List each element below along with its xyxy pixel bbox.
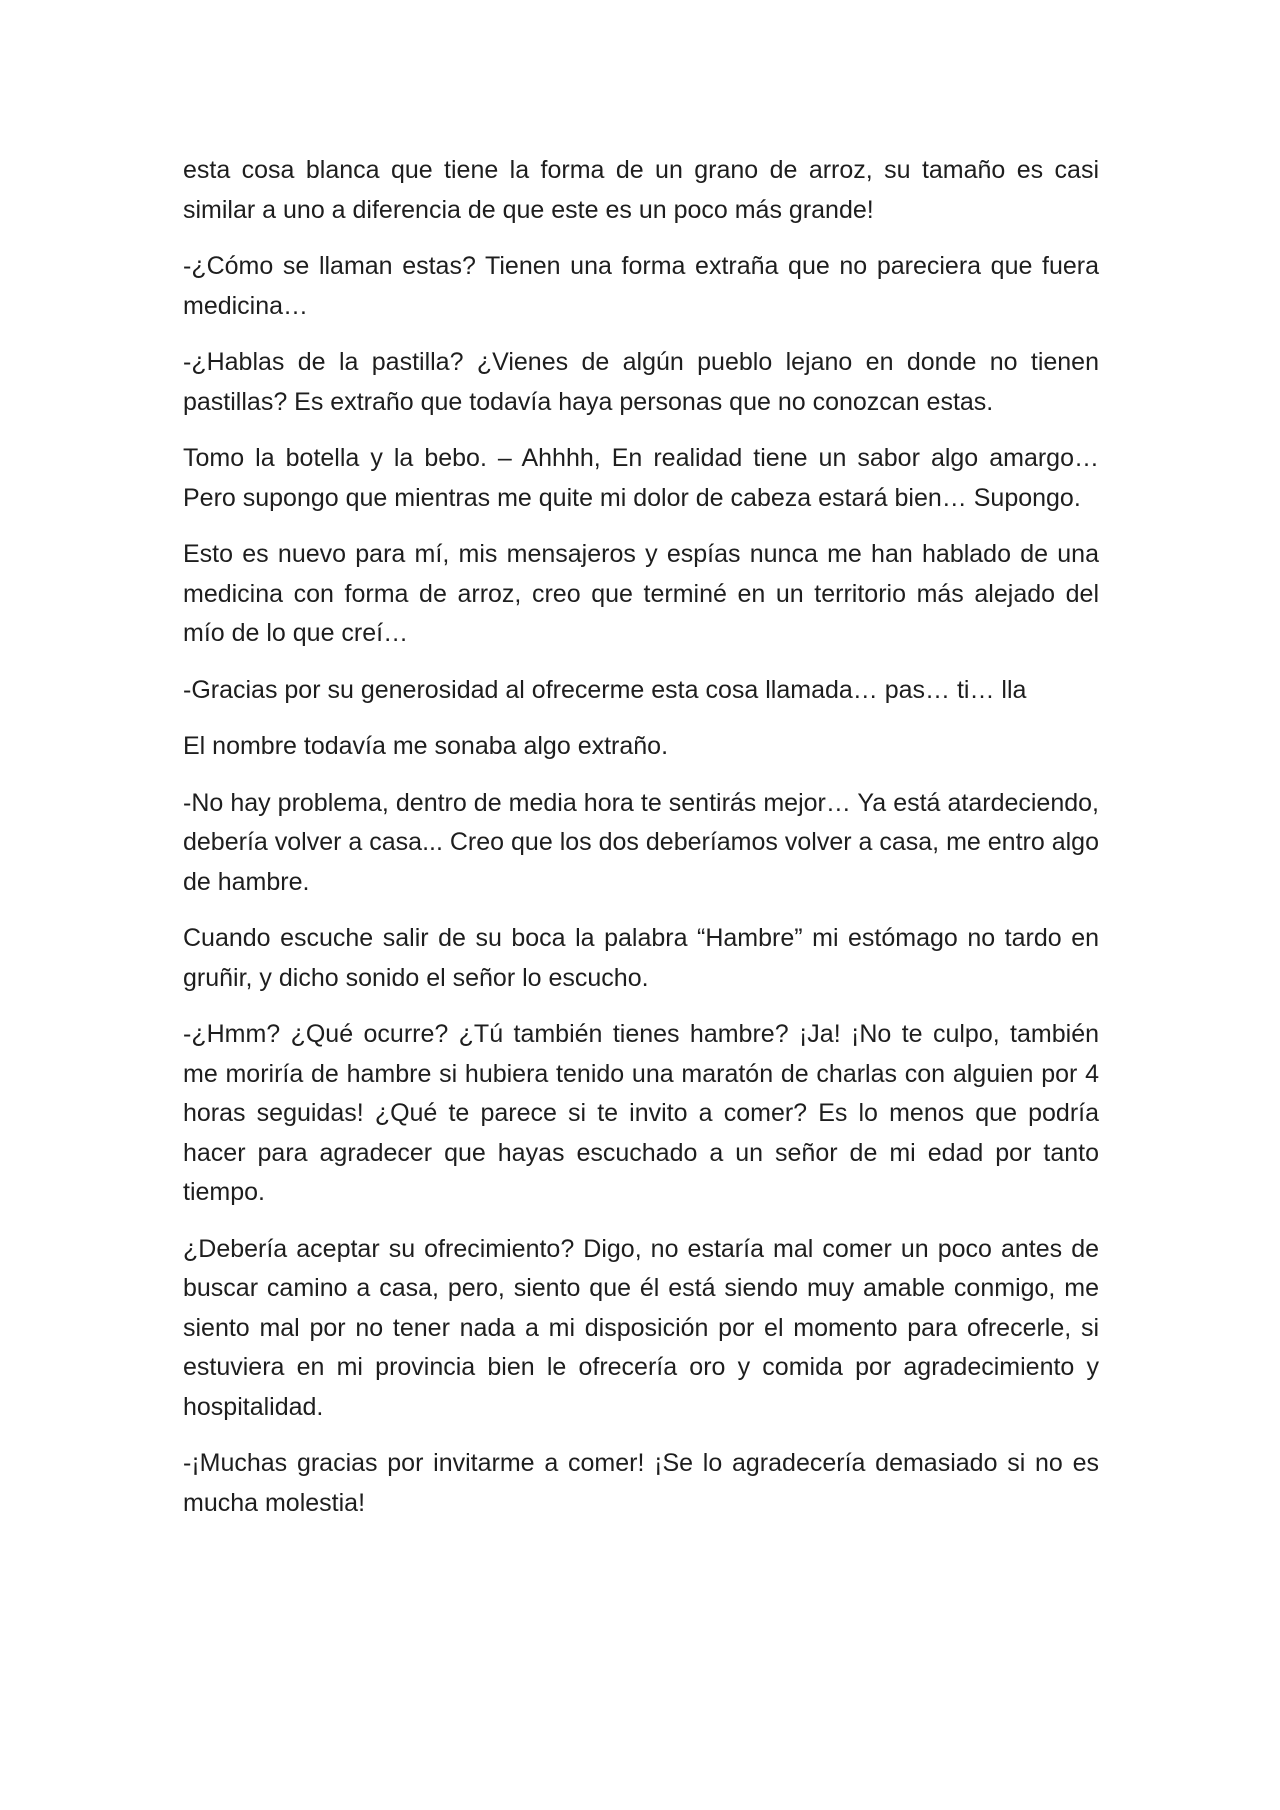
paragraph: Tomo la botella y la bebo. – Ahhhh, En realidad tiene un sabor algo amargo… Pero supongo que mientras me quite mi dolor de cabeza estará bien… Supongo. (183, 444, 1099, 512)
paragraph: -¿Cómo se llaman estas? Tienen una forma extraña que no pareciera que fuera medicina… (183, 252, 1099, 320)
paragraph: esta cosa blanca que tiene la forma de un grano de arroz, su tamaño es casi similar a uno a diferencia de que este es un poco más grande! (183, 156, 1099, 224)
paragraph: -Gracias por su generosidad al ofrecerme esta cosa llamada… pas… ti… lla (183, 675, 1027, 704)
paragraph: -¿Hablas de la pastilla? ¿Vienes de algún pueblo lejano en donde no tienen pastillas? Es extraño que todavía haya personas que no conozcan estas. (183, 348, 1099, 416)
paragraph: -No hay problema, dentro de media hora te sentirás mejor… Ya está atardeciendo, debería volver a casa... Creo que los dos deberíamos volver a casa, me entro algo de hambre. (183, 788, 1099, 896)
paragraph: Esto es nuevo para mí, mis mensajeros y espías nunca me han hablado de una medicina con forma de arroz, creo que terminé en un territorio más alejado del mío de lo que creí… (183, 540, 1099, 647)
paragraph: -¿Hmm? ¿Qué ocurre? ¿Tú también tienes hambre? ¡Ja! ¡No te culpo, también me moriría de hambre si hubiera tenido una maratón de charlas con alguien por 4 horas seguidas! ¿Qué te parece si te invito a comer? Es lo menos que podría hacer para agradecer que hayas escuchado a un señor de mi edad por tanto tiempo. (183, 1020, 1099, 1206)
paragraph: ¿Debería aceptar su ofrecimiento? Digo, no estaría mal comer un poco antes de buscar camino a casa, pero, siento que él está siendo muy amable conmigo, me siento mal por no tener nada a mi disposición por el momento para ofrecerle, si estuviera en mi provincia bien le ofrecería oro y comida por agradecimiento y hospitalidad. (183, 1234, 1099, 1421)
paragraph: El nombre todavía me sonaba algo extraño. (183, 732, 669, 760)
paragraph: -¡Muchas gracias por invitarme a comer! ¡Se lo agradecería demasiado si no es mucha molestia! (183, 1449, 1099, 1517)
document-body (183, 151, 1099, 1540)
paragraph: Cuando escuche salir de su boca la palabra “Hambre” mi estómago no tardo en gruñir, y dicho sonido el señor lo escucho. (183, 924, 1099, 992)
